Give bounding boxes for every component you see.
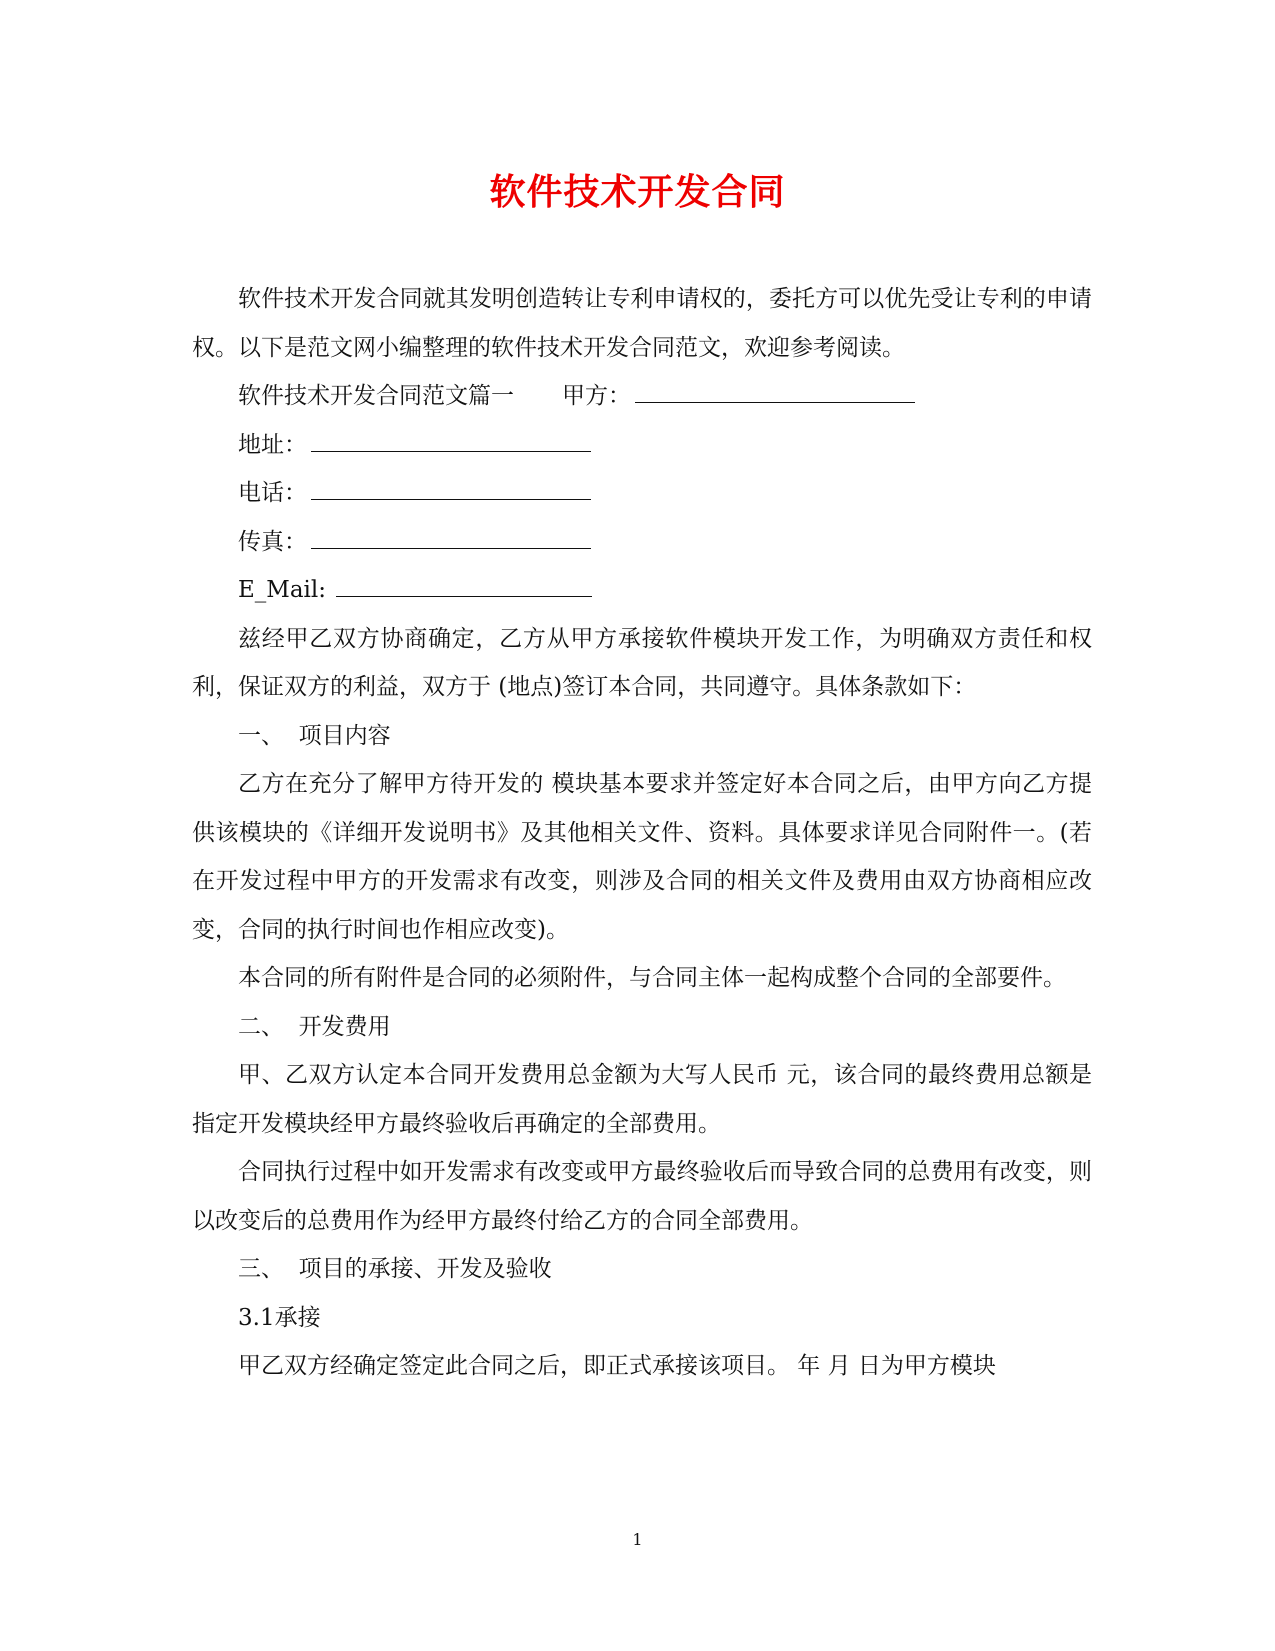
fax-row: [192, 518, 1092, 567]
phone-blank: [311, 477, 591, 500]
party-a-label: 甲方：: [562, 383, 631, 409]
section-1-paragraph-2: 本合同的所有附件是合同的必须附件，与合同主体一起构成整个合同的全部要件。: [238, 965, 1066, 991]
party-a-row: [192, 372, 1092, 421]
address-row: [192, 421, 1092, 470]
section-1-paragraph-1: 乙方在充分了解甲方待开发的 模块基本要求并签定好本合同之后，由甲方向乙方提供该模块的《详细开发说明书》及其他相关文件、资料。具体要求详见合同附件一。(若在开发过程中甲方的开发需求有改变，则涉及合同的相关文件及费用由双方协商相应改变，合同的执行时间也作相应改变)。: [192, 771, 1092, 943]
section-2-paragraph-1: 甲、乙双方认定本合同开发费用总金额为大写人民币 元，该合同的最终费用总额是指定开发模块经甲方最终验收后再确定的全部费用。: [192, 1062, 1092, 1137]
email-label: E_Mail:: [238, 577, 327, 603]
page-number: 1: [632, 1530, 643, 1549]
fax-blank: [311, 526, 591, 549]
subsection-3-1-heading: 3.1承接: [238, 1304, 321, 1331]
phone-label: 电话：: [238, 480, 307, 506]
address-blank: [311, 429, 591, 452]
document-title: 软件技术开发合同: [489, 171, 786, 213]
fax-label: 传真：: [238, 528, 307, 555]
document-body: [192, 275, 1092, 1391]
sample-heading: 软件技术开发合同范文篇一: [238, 383, 514, 409]
subsection-3-1-paragraph: 甲乙双方经确定签定此合同之后，即正式承接该项目。 年 月 日为甲方模块: [238, 1353, 996, 1379]
preamble-paragraph: 兹经甲乙双方协商确定，乙方从甲方承接软件模块开发工作，为明确双方责任和权利，保证双方的利益，双方于 (地点)签订本合同，共同遵守。具体条款如下：: [192, 625, 1092, 700]
address-label: 地址：: [238, 431, 307, 458]
section-2-paragraph-2: 合同执行过程中如开发需求有改变或甲方最终验收后而导致合同的总费用有改变，则以改变后的总费用作为经甲方最终付给乙方的合同全部费用。: [192, 1159, 1092, 1234]
section-3-heading: 三、 项目的承接、开发及验收: [238, 1256, 552, 1282]
email-row: [192, 566, 1092, 615]
section-2-heading: 二、 开发费用: [238, 1013, 391, 1040]
email-blank: [336, 574, 592, 597]
party-a-blank: [635, 380, 915, 403]
section-1-heading: 一、 项目内容: [238, 722, 391, 749]
phone-row: [192, 469, 1092, 518]
intro-paragraph: 软件技术开发合同就其发明创造转让专利申请权的，委托方可以优先受让专利的申请权。以下是范文网小编整理的软件技术开发合同范文，欢迎参考阅读。: [192, 286, 1092, 361]
